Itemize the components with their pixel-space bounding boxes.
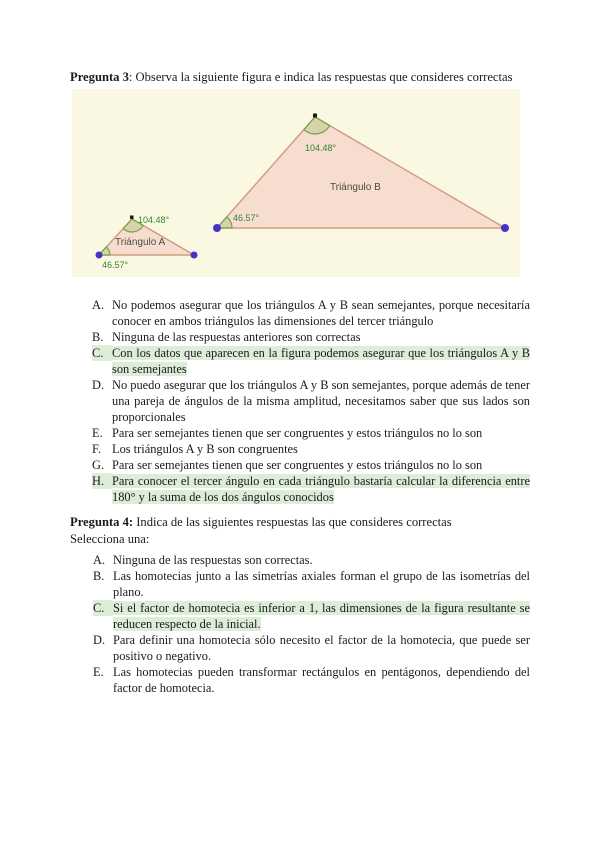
option-letter: H. — [92, 473, 112, 489]
option-text: Las homotecias pueden transformar rectángulos en pentágonos, dependiendo del factor de homotecia. — [113, 665, 530, 695]
option-text: Para conocer el tercer ángulo en cada triángulo bastaría calcular la diferencia entre 180° y la suma de los dos ángulos conocidos — [112, 474, 530, 504]
option-letter: D. — [93, 633, 106, 647]
question-4-options — [93, 552, 530, 696]
question-4-text: Indica de las siguientes respuestas las que consideres correctas — [133, 515, 452, 529]
option-letter: B. — [93, 569, 105, 583]
answer-option — [92, 441, 530, 457]
triangle-b-name-label: Triángulo B — [330, 182, 381, 193]
triangle-a-apex-dot — [130, 216, 134, 220]
option-text: Para definir una homotecia sólo necesito el factor de la homotecia, que puede ser positivo o negativo. — [113, 633, 530, 663]
option-letter: F. — [92, 442, 101, 456]
triangle-b-right-vertex-dot — [501, 224, 509, 232]
option-text: Para ser semejantes tienen que ser congruentes y estos triángulos no lo son — [112, 458, 483, 472]
option-letter: C. — [93, 600, 113, 616]
option-letter: D. — [92, 378, 105, 392]
option-text: No puedo asegurar que los triángulos A y B son semejantes, porque además de tener una pareja de ángulos de la misma amplitud, necesitamos saber que sus lados son proporcionales — [112, 378, 530, 424]
triangle-b-shape — [217, 117, 505, 228]
option-letter: C. — [92, 345, 112, 361]
question-3-title — [70, 69, 540, 85]
option-letter: B. — [92, 330, 104, 344]
select-one-label: Selecciona una: — [70, 532, 150, 546]
option-letter: G. — [92, 458, 105, 472]
answer-option — [92, 473, 530, 505]
question-4-number: Pregunta 4: — [70, 515, 134, 529]
triangle-b-left-angle-label: 46.57° — [233, 213, 260, 223]
answer-option — [93, 632, 530, 664]
answer-option — [92, 345, 530, 377]
triangle-b-apex-dot — [313, 114, 317, 118]
triangle-b-left-vertex-dot — [213, 224, 221, 232]
triangle-a-name-label: Triángulo A — [115, 237, 166, 248]
answer-option — [93, 552, 530, 568]
question-3-options — [92, 297, 530, 505]
option-text: Si el factor de homotecia es inferior a 1, las dimensiones de la figura resultante se reducen respecto de la inicial. — [113, 601, 530, 631]
option-text: Ninguna de las respuestas son correctas. — [113, 553, 313, 567]
triangles-svg — [72, 89, 520, 277]
triangle-a-right-vertex-dot — [191, 252, 198, 259]
option-text: Las homotecias junto a las simetrías axiales forman el grupo de las isometrías del plano. — [113, 569, 530, 599]
question-3-number: Pregunta 3 — [70, 70, 129, 84]
answer-option — [92, 297, 530, 329]
answer-option — [93, 568, 530, 600]
option-letter: E. — [92, 426, 103, 440]
triangle-a-left-vertex-dot — [96, 252, 103, 259]
option-letter: A. — [93, 553, 106, 567]
answer-option — [92, 457, 530, 473]
triangle-b-top-angle-label: 104.48° — [305, 143, 337, 153]
answer-option — [92, 377, 530, 425]
answer-option — [92, 425, 530, 441]
option-text: No podemos asegurar que los triángulos A y B sean semejantes, porque necesitaría conocer en ambos triángulos las dimensiones del tercer triángulo — [112, 298, 530, 328]
triangle-a-left-angle-label: 46.57° — [102, 260, 129, 270]
answer-option — [93, 600, 530, 632]
option-letter: A. — [92, 298, 105, 312]
answer-option — [92, 329, 530, 345]
option-text: Para ser semejantes tienen que ser congruentes y estos triángulos no lo son — [112, 426, 483, 440]
question-4-title — [70, 514, 540, 530]
option-text: Con los datos que aparecen en la figura podemos asegurar que los triángulos A y B son semejantes — [112, 346, 530, 376]
question-3-text: : Observa la siguiente figura e indica las respuestas que consideres correctas — [128, 70, 513, 84]
option-letter: E. — [93, 665, 104, 679]
triangle-a-top-angle-label: 104.48° — [138, 215, 170, 225]
option-text: Los triángulos A y B son congruentes — [112, 442, 298, 456]
triangles-figure — [72, 89, 520, 277]
answer-option — [93, 664, 530, 696]
option-text: Ninguna de las respuestas anteriores son correctas — [112, 330, 361, 344]
